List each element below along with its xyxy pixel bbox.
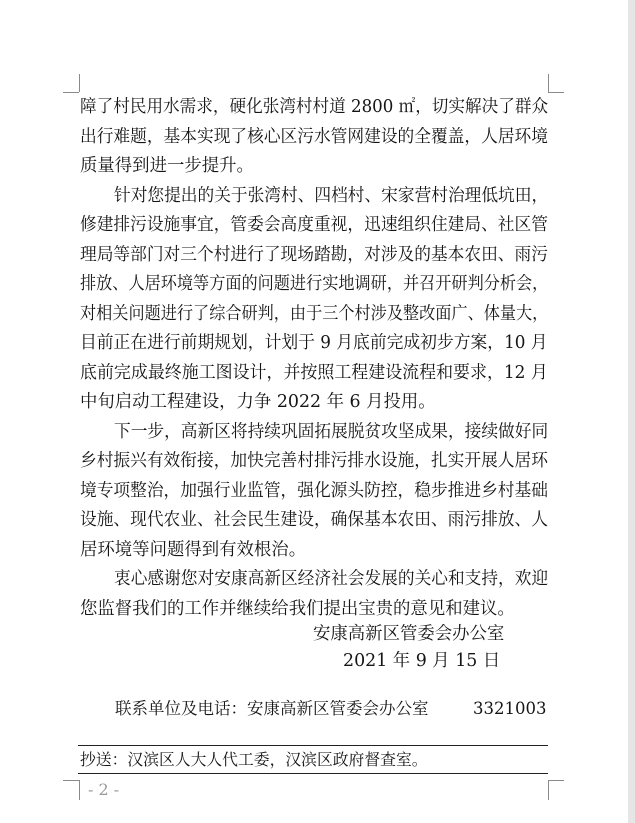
- cc-bottom-rule: [78, 773, 548, 774]
- body-line: 障了村民用水需求，硬化张湾村村道 2800 ㎡，切实解决了群众: [80, 97, 549, 117]
- cc-top-rule: [78, 745, 548, 746]
- body-line: 下一步，高新区将持续巩固拓展脱贫攻坚成果，接续做好同: [114, 421, 549, 442]
- body-line: 针对您提出的关于张湾村、四档村、宋家营村治理低坑田，: [114, 185, 549, 206]
- crop-mark: [548, 92, 564, 93]
- body-line: 理局等部门对三个村进行了现场踏勘，对涉及的基本农田、雨污: [80, 244, 548, 265]
- crop-mark: [79, 780, 80, 800]
- body-line: 出行难题，基本实现了核心区污水管网建设的全覆盖，人居环境: [80, 126, 548, 147]
- body-line: 居环境等问题得到有效根治。: [80, 539, 307, 560]
- crop-mark: [548, 780, 549, 800]
- body-line: 衷心感谢您对安康高新区经济社会发展的关心和支持，欢迎: [114, 569, 549, 589]
- vertical-scrollbar[interactable]: [628, 0, 635, 823]
- crop-mark: [548, 74, 549, 92]
- crop-mark: [79, 74, 80, 92]
- contact-info: [115, 699, 547, 719]
- crop-mark: [63, 92, 79, 93]
- crop-mark: [548, 780, 564, 781]
- body-line: 对相关问题进行了综合研判，由于三个村涉及整改面广、体量大，: [80, 303, 549, 324]
- body-line: 目前正在进行前期规划，计划于 9 月底前完成初步方案，10 月: [80, 333, 548, 353]
- body-line: 排放、人居环境等方面的问题进行实地调研，并召开研判分析会，: [80, 274, 549, 294]
- crop-mark: [63, 780, 79, 781]
- page-number: - 2 -: [88, 780, 120, 799]
- body-line: 底前完成最终施工图设计，并按照工程建设流程和要求，12 月: [80, 362, 548, 383]
- body-line: 设施、现代农业、社会民生建设，确保基本农田、雨污排放、人: [80, 510, 548, 530]
- contact-label: 联系单位及电话：安康高新区管委会办公室: [115, 699, 429, 718]
- cc-line: 抄送：汉滨区人大人代工委，汉滨区政府督查室。: [80, 750, 428, 769]
- body-line: 中旬启动工程建设，力争 2022 年 6 月投用。: [80, 392, 436, 412]
- contact-phone: 3321003: [473, 699, 547, 718]
- signature-date: 2021 年 9 月 15 日: [343, 651, 501, 671]
- body-line: 质量得到进一步提升。: [80, 156, 254, 176]
- body-line: 乡村振兴有效衔接，加快完善村排污排水设施，扎实开展人居环: [80, 451, 548, 471]
- signature-org: 安康高新区管委会办公室: [313, 624, 505, 644]
- body-line: 修建排污设施事宜，管委会高度重视，迅速组织住建局、社区管: [80, 215, 548, 235]
- body-line: 境专项整治，加强行业监管，强化源头防控，稳步推进乡村基础: [80, 480, 548, 501]
- body-line: 您监督我们的工作并继续给我们提出宝贵的意见和建议。: [80, 598, 515, 619]
